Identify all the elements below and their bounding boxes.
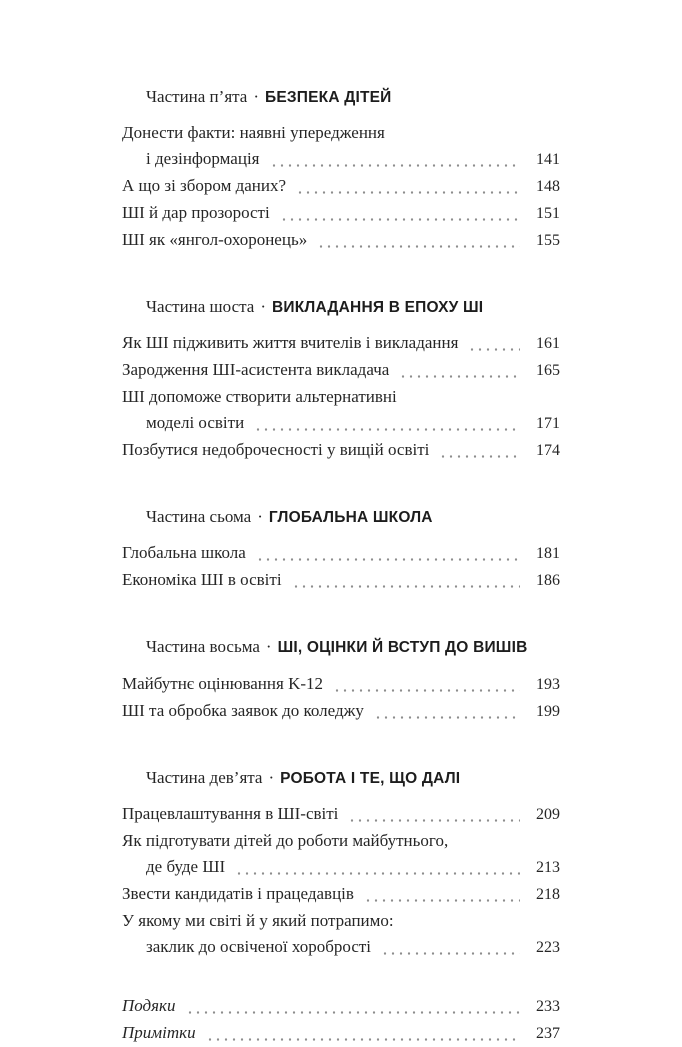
toc-entry-page-number: 171 <box>536 415 560 433</box>
section-heading-separator: · <box>268 767 275 787</box>
toc-entry-title: Зародження ШІ-асистента викладача <box>122 360 390 380</box>
toc-entry-line <box>122 384 560 410</box>
section-heading <box>146 86 560 108</box>
section-heading <box>146 506 560 528</box>
toc-entry-title: де буде ШІ <box>146 856 226 876</box>
toc-entry-line <box>122 146 560 173</box>
section-heading-title: ШІ, ОЦІНКИ Й ВСТУП ДО ВИШІВ <box>277 639 528 657</box>
dot-leader <box>292 585 520 588</box>
section-heading-prefix: Частина сьома <box>146 507 252 527</box>
toc-entry-line <box>122 698 560 725</box>
toc-entry-line <box>122 120 560 146</box>
dot-leader <box>439 455 520 458</box>
toc-entry-page-number: 193 <box>536 675 560 693</box>
toc-entry-page-number: 161 <box>536 335 560 353</box>
toc-entry-page-number: 181 <box>536 545 560 563</box>
toc-entry-title: і дезінформація <box>146 149 260 169</box>
toc-entry-line <box>122 540 560 567</box>
toc-entry-line <box>122 567 560 594</box>
toc-entry-page-number: 186 <box>536 572 560 590</box>
toc-entry <box>122 828 560 881</box>
toc-entry-line <box>122 671 560 698</box>
toc-entry-page-number: 165 <box>536 362 560 380</box>
dot-leader <box>348 819 520 822</box>
section-heading-prefix: Частина п’ята <box>146 87 248 106</box>
toc-entry <box>122 384 560 437</box>
section-heading-prefix: Частина дев’ята <box>146 767 263 787</box>
dot-leader <box>296 191 520 194</box>
toc-entry <box>122 173 560 200</box>
toc-entry-title: Звести кандидатів і працедавців <box>122 883 354 903</box>
toc-entry-line <box>122 357 560 384</box>
toc-entry-title: Примітки <box>122 1022 196 1042</box>
toc-entry-title: ШІ допоможе створити альтернативні <box>122 387 397 407</box>
toc-section <box>122 506 560 594</box>
dot-leader <box>256 558 520 561</box>
toc-entry-line <box>122 437 560 464</box>
section-heading-separator: · <box>260 297 266 317</box>
dot-leader <box>364 899 520 902</box>
toc-entry-title: Позбутися недоброчесності у вищій освіті <box>122 440 430 460</box>
dot-leader <box>381 952 520 955</box>
toc-entry-page-number: 223 <box>536 938 560 956</box>
section-heading-separator: · <box>253 87 259 106</box>
toc-entry-page-number: 155 <box>536 232 560 250</box>
toc-entry <box>122 801 560 828</box>
toc-entry-line <box>122 227 560 254</box>
toc-entry-line <box>122 934 560 961</box>
toc-entry-page-number: 218 <box>536 885 560 903</box>
section-heading <box>146 296 560 318</box>
toc-entry <box>122 698 560 725</box>
toc <box>122 86 560 1047</box>
section-heading-title: ГЛОБАЛЬНА ШКОЛА <box>268 509 433 527</box>
toc-entry-page-number: 174 <box>536 442 560 460</box>
toc-entry <box>122 200 560 227</box>
dot-leader <box>399 375 520 378</box>
toc-section <box>122 86 560 254</box>
toc-entry-title: Глобальна школа <box>122 543 246 563</box>
toc-entry-title: Як ШІ підживить життя вчителів і викладання <box>122 333 459 353</box>
toc-entry-line <box>122 908 560 934</box>
dot-leader <box>333 689 520 692</box>
toc-entry-page-number: 141 <box>536 151 560 169</box>
dot-leader <box>254 428 520 431</box>
toc-entry-title: заклик до освіченої хоробрості <box>146 936 372 956</box>
toc-entry-title: ШІ як «янгол-охоронець» <box>122 230 308 250</box>
toc-section <box>122 296 560 464</box>
section-heading-separator: · <box>257 507 263 527</box>
toc-entry-line <box>122 854 560 881</box>
toc-entry <box>122 120 560 173</box>
dot-leader <box>280 218 520 221</box>
toc-entry-line <box>122 173 560 200</box>
toc-entry <box>122 908 560 961</box>
toc-entry-page-number: 213 <box>536 858 560 876</box>
dot-leader <box>270 164 521 167</box>
toc-entry-line <box>122 200 560 227</box>
toc-entry <box>122 993 560 1020</box>
toc-section <box>122 767 560 961</box>
section-heading <box>146 767 560 789</box>
toc-entry <box>122 227 560 254</box>
toc-entry-title: Працевлаштування в ШІ-світі <box>122 803 339 823</box>
toc-entry <box>122 881 560 908</box>
toc-entry-title: ШІ та обробка заявок до коледжу <box>122 700 364 720</box>
toc-entry-title: Донести факти: наявні упередження <box>122 123 385 143</box>
dot-leader <box>468 348 520 351</box>
toc-entry-title: моделі освіти <box>146 413 245 433</box>
toc-entry <box>122 357 560 384</box>
toc-entry-title: Економіка ШІ в освіті <box>122 570 282 590</box>
toc-entry-title: У якому ми світі й у який потрапимо: <box>122 910 394 930</box>
toc-entry-line <box>122 881 560 908</box>
toc-entry-page-number: 199 <box>536 702 560 720</box>
dot-leader <box>186 1011 520 1014</box>
toc-entry <box>122 540 560 567</box>
toc-entry-page-number: 233 <box>536 997 560 1015</box>
section-heading <box>146 636 560 658</box>
toc-entry-line <box>122 1020 560 1047</box>
dot-leader <box>235 872 520 875</box>
section-heading-title: РОБОТА І ТЕ, ЩО ДАЛІ <box>280 769 461 787</box>
toc-entry-title: ШІ й дар прозорості <box>122 203 270 223</box>
dot-leader <box>374 716 520 719</box>
toc-entry-line <box>122 828 560 854</box>
toc-entry <box>122 437 560 464</box>
toc-entry-title: А що зі збором даних? <box>122 176 287 196</box>
toc-entry-line <box>122 410 560 437</box>
toc-entry-page-number: 148 <box>536 178 560 196</box>
toc-entry-line <box>122 330 560 357</box>
toc-entry-title: Майбутнє оцінювання K-12 <box>122 673 324 693</box>
toc-entry-line <box>122 993 560 1020</box>
toc-entry-title: Як підготувати дітей до роботи майбутнього, <box>122 830 449 850</box>
toc-entry <box>122 671 560 698</box>
section-heading-prefix: Частина восьма <box>146 637 260 657</box>
toc-entry-page-number: 237 <box>536 1024 560 1042</box>
dot-leader <box>317 245 520 248</box>
toc-entry <box>122 1020 560 1047</box>
toc-section <box>122 993 560 1047</box>
dot-leader <box>206 1038 520 1041</box>
toc-section <box>122 636 560 724</box>
toc-entry-line <box>122 801 560 828</box>
toc-entry <box>122 567 560 594</box>
section-heading-prefix: Частина шоста <box>146 297 255 317</box>
toc-entry-page-number: 209 <box>536 805 560 823</box>
section-heading-title: ВИКЛАДАННЯ В ЕПОХУ ШІ <box>271 299 484 317</box>
section-heading-separator: · <box>265 637 272 657</box>
toc-entry-page-number: 151 <box>536 205 560 223</box>
toc-entry <box>122 330 560 357</box>
section-heading-title: БЕЗПЕКА ДІТЕЙ <box>265 89 392 106</box>
toc-entry-title: Подяки <box>122 995 176 1015</box>
